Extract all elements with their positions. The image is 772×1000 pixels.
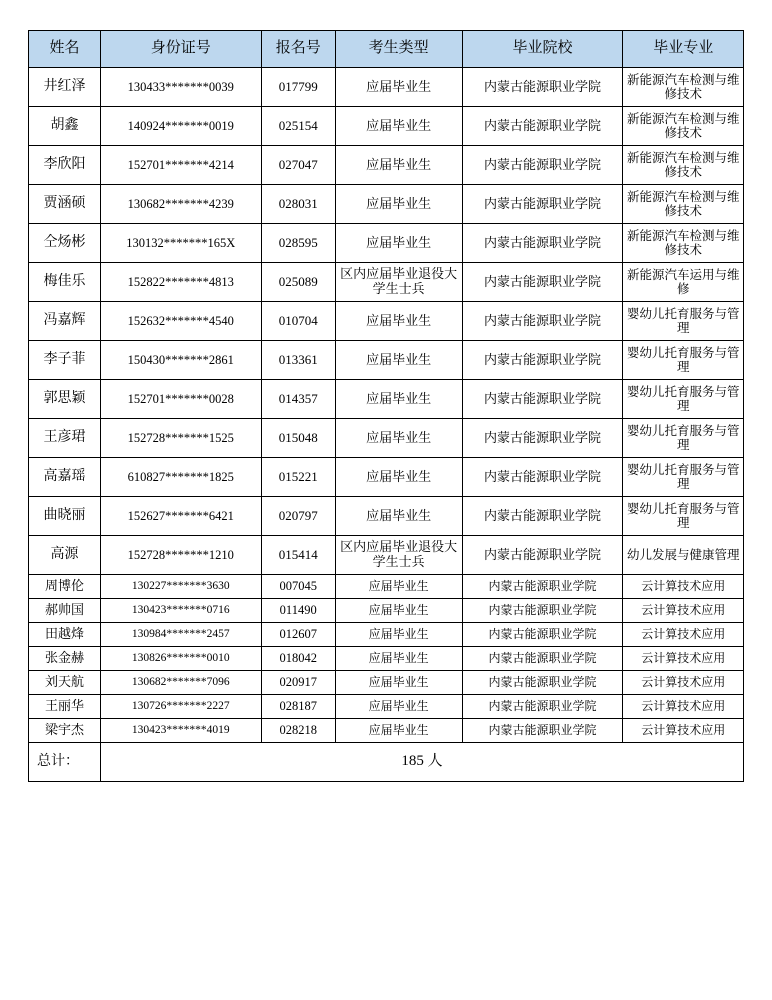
- cell-major: 新能源汽车检测与维修技术: [623, 224, 744, 263]
- cell-major: 云计算技术应用: [623, 647, 744, 671]
- cell-candidate-type: 应届毕业生: [335, 302, 462, 341]
- table-footer: [29, 743, 744, 782]
- cell-id-number: 130132*******165X: [100, 224, 261, 263]
- table-row: [29, 302, 744, 341]
- cell-major: 新能源汽车检测与维修技术: [623, 146, 744, 185]
- cell-id-number: 130433*******0039: [100, 68, 261, 107]
- total-value: 185 人: [100, 743, 743, 782]
- cell-major: 新能源汽车检测与维修技术: [623, 107, 744, 146]
- cell-registration-number: 027047: [261, 146, 335, 185]
- cell-major: 云计算技术应用: [623, 695, 744, 719]
- cell-major: 云计算技术应用: [623, 599, 744, 623]
- cell-name: 郝帅国: [29, 599, 101, 623]
- table-row: [29, 68, 744, 107]
- cell-candidate-type: 应届毕业生: [335, 458, 462, 497]
- cell-name: 梁宇杰: [29, 719, 101, 743]
- cell-registration-number: 025089: [261, 263, 335, 302]
- cell-name: 王彦珺: [29, 419, 101, 458]
- cell-candidate-type: 应届毕业生: [335, 185, 462, 224]
- cell-major: 云计算技术应用: [623, 719, 744, 743]
- table-row: [29, 146, 744, 185]
- cell-registration-number: 011490: [261, 599, 335, 623]
- cell-name: 冯嘉辉: [29, 302, 101, 341]
- table-row: [29, 575, 744, 599]
- total-label: 总计：: [29, 743, 101, 782]
- cell-candidate-type: 应届毕业生: [335, 419, 462, 458]
- cell-id-number: 152701*******4214: [100, 146, 261, 185]
- cell-id-number: 130423*******4019: [100, 719, 261, 743]
- cell-candidate-type: 应届毕业生: [335, 695, 462, 719]
- cell-registration-number: 018042: [261, 647, 335, 671]
- cell-id-number: 130984*******2457: [100, 623, 261, 647]
- cell-name: 梅佳乐: [29, 263, 101, 302]
- cell-registration-number: 014357: [261, 380, 335, 419]
- cell-registration-number: 028595: [261, 224, 335, 263]
- cell-id-number: 130682*******7096: [100, 671, 261, 695]
- table-header-row: [29, 31, 744, 68]
- cell-registration-number: 020917: [261, 671, 335, 695]
- cell-graduate-school: 内蒙古能源职业学院: [462, 68, 623, 107]
- cell-registration-number: 015221: [261, 458, 335, 497]
- cell-registration-number: 015048: [261, 419, 335, 458]
- cell-name: 井红泽: [29, 68, 101, 107]
- table-row: [29, 671, 744, 695]
- column-header-id-number: 身份证号: [100, 31, 261, 68]
- cell-graduate-school: 内蒙古能源职业学院: [462, 185, 623, 224]
- cell-candidate-type: 区内应届毕业退役大学生士兵: [335, 536, 462, 575]
- cell-graduate-school: 内蒙古能源职业学院: [462, 146, 623, 185]
- cell-registration-number: 010704: [261, 302, 335, 341]
- table-row: [29, 647, 744, 671]
- cell-candidate-type: 应届毕业生: [335, 146, 462, 185]
- cell-major: 婴幼儿托育服务与管理: [623, 302, 744, 341]
- cell-graduate-school: 内蒙古能源职业学院: [462, 263, 623, 302]
- cell-candidate-type: 区内应届毕业退役大学生士兵: [335, 263, 462, 302]
- cell-graduate-school: 内蒙古能源职业学院: [462, 647, 623, 671]
- cell-major: 云计算技术应用: [623, 671, 744, 695]
- cell-candidate-type: 应届毕业生: [335, 68, 462, 107]
- cell-major: 婴幼儿托育服务与管理: [623, 458, 744, 497]
- cell-id-number: 152728*******1525: [100, 419, 261, 458]
- cell-name: 王丽华: [29, 695, 101, 719]
- table-row: [29, 341, 744, 380]
- table-row: [29, 224, 744, 263]
- cell-id-number: 152627*******6421: [100, 497, 261, 536]
- column-header-name: 姓名: [29, 31, 101, 68]
- table-row: [29, 599, 744, 623]
- table-row: [29, 263, 744, 302]
- cell-graduate-school: 内蒙古能源职业学院: [462, 599, 623, 623]
- cell-registration-number: 028031: [261, 185, 335, 224]
- cell-name: 田越烽: [29, 623, 101, 647]
- cell-major: 新能源汽车运用与维修: [623, 263, 744, 302]
- cell-candidate-type: 应届毕业生: [335, 497, 462, 536]
- cell-id-number: 610827*******1825: [100, 458, 261, 497]
- cell-major: 云计算技术应用: [623, 623, 744, 647]
- table-header: [29, 31, 744, 68]
- cell-graduate-school: 内蒙古能源职业学院: [462, 107, 623, 146]
- column-header-major: 毕业专业: [623, 31, 744, 68]
- cell-registration-number: 025154: [261, 107, 335, 146]
- cell-graduate-school: 内蒙古能源职业学院: [462, 623, 623, 647]
- table-row: [29, 623, 744, 647]
- cell-name: 李子菲: [29, 341, 101, 380]
- cell-id-number: 130826*******0010: [100, 647, 261, 671]
- cell-name: 刘天航: [29, 671, 101, 695]
- cell-registration-number: 013361: [261, 341, 335, 380]
- cell-major: 新能源汽车检测与维修技术: [623, 185, 744, 224]
- cell-candidate-type: 应届毕业生: [335, 599, 462, 623]
- cell-candidate-type: 应届毕业生: [335, 647, 462, 671]
- cell-registration-number: 028187: [261, 695, 335, 719]
- cell-candidate-type: 应届毕业生: [335, 623, 462, 647]
- cell-id-number: 130227*******3630: [100, 575, 261, 599]
- cell-registration-number: 020797: [261, 497, 335, 536]
- cell-graduate-school: 内蒙古能源职业学院: [462, 224, 623, 263]
- table-row: [29, 497, 744, 536]
- cell-name: 胡鑫: [29, 107, 101, 146]
- cell-name: 高嘉瑶: [29, 458, 101, 497]
- cell-graduate-school: 内蒙古能源职业学院: [462, 719, 623, 743]
- cell-major: 婴幼儿托育服务与管理: [623, 419, 744, 458]
- cell-registration-number: 028218: [261, 719, 335, 743]
- cell-candidate-type: 应届毕业生: [335, 341, 462, 380]
- table-row: [29, 458, 744, 497]
- cell-graduate-school: 内蒙古能源职业学院: [462, 497, 623, 536]
- cell-graduate-school: 内蒙古能源职业学院: [462, 380, 623, 419]
- cell-graduate-school: 内蒙古能源职业学院: [462, 575, 623, 599]
- cell-id-number: 130682*******4239: [100, 185, 261, 224]
- cell-name: 周博伦: [29, 575, 101, 599]
- total-row: [29, 743, 744, 782]
- cell-graduate-school: 内蒙古能源职业学院: [462, 458, 623, 497]
- cell-candidate-type: 应届毕业生: [335, 671, 462, 695]
- column-header-candidate-type: 考生类型: [335, 31, 462, 68]
- cell-graduate-school: 内蒙古能源职业学院: [462, 302, 623, 341]
- cell-registration-number: 015414: [261, 536, 335, 575]
- table-row: [29, 536, 744, 575]
- cell-major: 婴幼儿托育服务与管理: [623, 380, 744, 419]
- cell-graduate-school: 内蒙古能源职业学院: [462, 419, 623, 458]
- column-header-graduate-school: 毕业院校: [462, 31, 623, 68]
- cell-candidate-type: 应届毕业生: [335, 719, 462, 743]
- cell-registration-number: 017799: [261, 68, 335, 107]
- cell-id-number: 152822*******4813: [100, 263, 261, 302]
- table-row: [29, 380, 744, 419]
- cell-name: 贾涵硕: [29, 185, 101, 224]
- cell-graduate-school: 内蒙古能源职业学院: [462, 671, 623, 695]
- cell-graduate-school: 内蒙古能源职业学院: [462, 536, 623, 575]
- cell-major: 婴幼儿托育服务与管理: [623, 341, 744, 380]
- cell-registration-number: 007045: [261, 575, 335, 599]
- cell-name: 曲晓丽: [29, 497, 101, 536]
- cell-id-number: 140924*******0019: [100, 107, 261, 146]
- cell-id-number: 150430*******2861: [100, 341, 261, 380]
- cell-name: 高源: [29, 536, 101, 575]
- table-row: [29, 107, 744, 146]
- cell-major: 幼儿发展与健康管理: [623, 536, 744, 575]
- cell-candidate-type: 应届毕业生: [335, 575, 462, 599]
- cell-major: 新能源汽车检测与维修技术: [623, 68, 744, 107]
- cell-major: 云计算技术应用: [623, 575, 744, 599]
- cell-id-number: 152728*******1210: [100, 536, 261, 575]
- table-row: [29, 419, 744, 458]
- cell-id-number: 152632*******4540: [100, 302, 261, 341]
- cell-graduate-school: 内蒙古能源职业学院: [462, 341, 623, 380]
- table-row: [29, 185, 744, 224]
- cell-id-number: 130726*******2227: [100, 695, 261, 719]
- table-row: [29, 695, 744, 719]
- cell-name: 张金赫: [29, 647, 101, 671]
- cell-name: 郭思颖: [29, 380, 101, 419]
- cell-name: 仝炀彬: [29, 224, 101, 263]
- cell-id-number: 152701*******0028: [100, 380, 261, 419]
- candidate-roster-table: [28, 30, 744, 782]
- cell-candidate-type: 应届毕业生: [335, 107, 462, 146]
- cell-name: 李欣阳: [29, 146, 101, 185]
- cell-graduate-school: 内蒙古能源职业学院: [462, 695, 623, 719]
- cell-id-number: 130423*******0716: [100, 599, 261, 623]
- cell-major: 婴幼儿托育服务与管理: [623, 497, 744, 536]
- cell-registration-number: 012607: [261, 623, 335, 647]
- cell-candidate-type: 应届毕业生: [335, 380, 462, 419]
- cell-candidate-type: 应届毕业生: [335, 224, 462, 263]
- column-header-registration-number: 报名号: [261, 31, 335, 68]
- table-body: [29, 68, 744, 743]
- table-row: [29, 719, 744, 743]
